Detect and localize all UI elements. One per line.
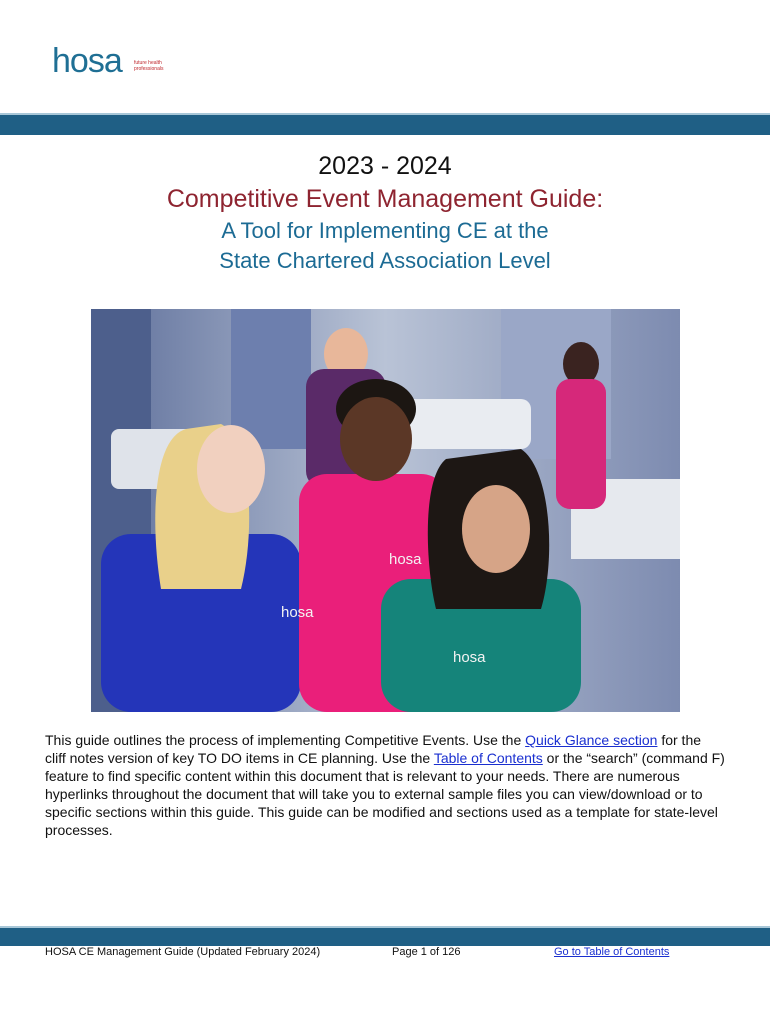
title-sub-line1: A Tool for Implementing CE at the <box>221 218 549 243</box>
title-year: 2023 - 2024 <box>318 152 452 180</box>
shirt-logo-blue: hosa <box>281 604 314 621</box>
footer-band <box>0 926 770 946</box>
intro-text-1: This guide outlines the process of implementing Competitive Events. Use the <box>45 732 526 748</box>
footer-doc-title: HOSA CE Management Guide (Updated February 2024) <box>45 946 321 958</box>
header-band <box>0 113 770 135</box>
footer-page-number: Page 1 of 126 <box>392 946 461 958</box>
title-main: Competitive Event Management Guide: <box>166 185 604 213</box>
title-sub-line2: State Chartered Association Level <box>219 248 551 273</box>
cover-photo-illustration <box>91 309 680 712</box>
intro-paragraph <box>45 731 725 839</box>
quick-glance-link[interactable]: Quick Glance section <box>525 732 658 748</box>
go-to-contents-link[interactable]: Go to Table of Contents <box>554 946 670 958</box>
intro-text-2: for the cliff notes version of key TO DO items in CE planning. Use the <box>45 732 702 766</box>
shirt-logo-pink: hosa <box>389 551 422 568</box>
hosa-logo <box>50 42 170 88</box>
logo-wordmark: hosa <box>52 42 122 80</box>
intro-text-3: or the “search” (command F) feature to find specific content within this document that is relevant to your needs. There are numerous hyperlinks throughout the document that will take you to external sample files you can view/download or to specific sections within this guide. This guide can be modified and sections used as a template for state-level processes. <box>45 750 725 838</box>
cover-photo <box>91 309 680 712</box>
title-block <box>0 150 770 276</box>
shirt-logo-teal: hosa <box>453 649 486 666</box>
logo-tagline: future health professionals <box>134 60 164 72</box>
table-of-contents-link[interactable]: Table of Contents <box>433 750 543 766</box>
